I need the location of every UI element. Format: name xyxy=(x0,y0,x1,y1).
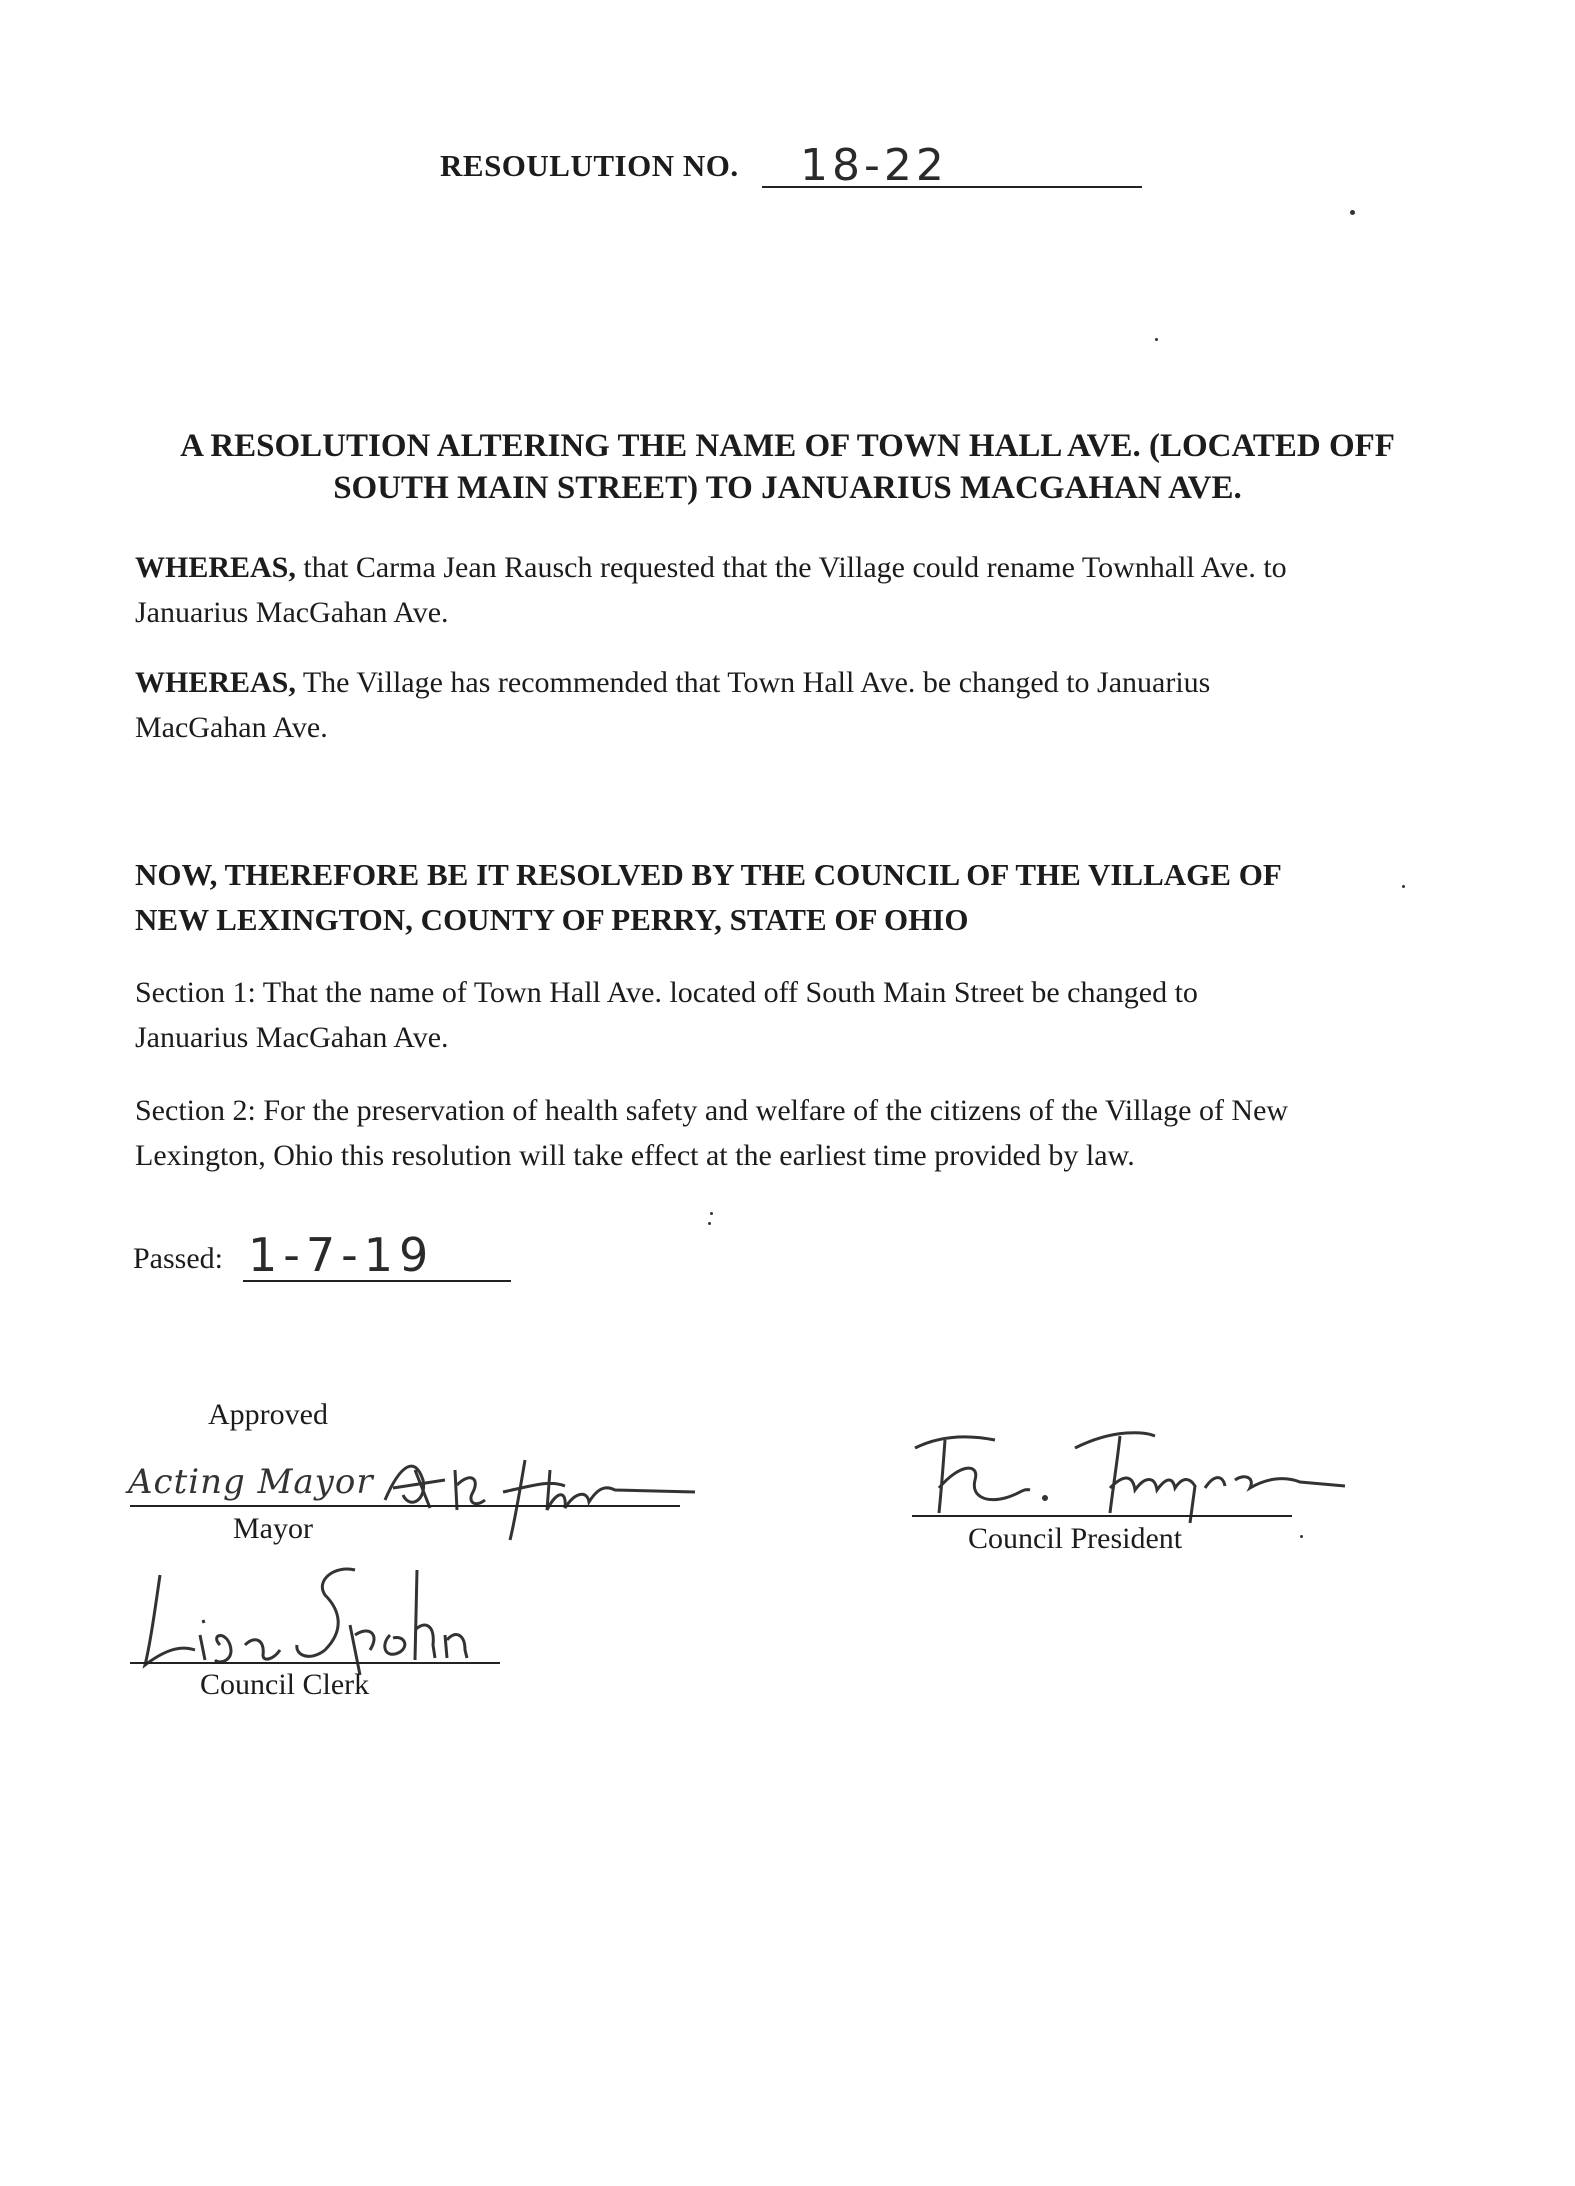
resolution-title-line-1: A RESOLUTION ALTERING THE NAME OF TOWN HALL AVE. (LOCATED OFF xyxy=(180,428,1395,464)
section-text: Section 1: That the name of Town Hall Ave. located off South Main Street be changed to xyxy=(135,976,1198,1009)
scan-speck xyxy=(708,1222,711,1225)
scan-speck xyxy=(1350,210,1355,215)
resolution-title-line-2: SOUTH MAIN STREET) TO JANUARIUS MACGAHAN AVE. xyxy=(333,470,1242,506)
council-clerk-label: Council Clerk xyxy=(200,1668,370,1701)
whereas-keyword: WHEREAS, xyxy=(135,666,296,699)
scan-speck xyxy=(710,1212,713,1215)
scan-speck xyxy=(1300,1535,1303,1538)
section-text: Januarius MacGahan Ave. xyxy=(135,1021,449,1054)
whereas-text: The Village has recommended that Town Hall Ave. be changed to Januarius xyxy=(295,666,1211,699)
resolved-heading-line-2: NEW LEXINGTON, COUNTY OF PERRY, STATE OF OHIO xyxy=(135,902,969,937)
resolved-heading xyxy=(135,852,1435,942)
resolved-heading-line-1: NOW, THEREFORE BE IT RESOLVED BY THE COUNCIL OF THE VILLAGE OF xyxy=(135,857,1282,892)
section-1 xyxy=(135,970,1455,1060)
mayor-signature xyxy=(375,1430,715,1550)
council-president-signature-line xyxy=(912,1515,1292,1517)
section-2 xyxy=(135,1088,1455,1178)
resolution-number-handwritten: 18-22 xyxy=(800,140,948,191)
whereas-text: Januarius MacGahan Ave. xyxy=(135,596,449,629)
whereas-clause-1 xyxy=(135,545,1455,635)
whereas-clause-2 xyxy=(135,660,1455,750)
council-clerk-signature xyxy=(125,1550,485,1680)
passed-label: Passed: xyxy=(133,1242,223,1275)
whereas-text: that Carma Jean Rausch requested that the Village could rename Townhall Ave. to xyxy=(295,551,1287,584)
whereas-keyword: WHEREAS, xyxy=(135,551,296,584)
resolution-number-label: RESOULUTION NO. xyxy=(440,148,739,183)
section-text: Lexington, Ohio this resolution will take effect at the earliest time provided by law. xyxy=(135,1139,1135,1172)
mayor-label: Mayor xyxy=(233,1512,313,1545)
passed-date-handwritten: 1-7-19 xyxy=(248,1228,435,1282)
scan-speck xyxy=(1402,885,1405,888)
acting-mayor-handwritten-note: Acting Mayor xyxy=(128,1462,374,1502)
scan-speck xyxy=(1155,338,1158,341)
section-text: Section 2: For the preservation of health safety and welfare of the citizens of the Village of New xyxy=(135,1094,1289,1127)
approved-label: Approved xyxy=(208,1398,328,1431)
council-president-label: Council President xyxy=(968,1522,1183,1555)
mayor-signature-line xyxy=(130,1505,680,1507)
whereas-text: MacGahan Ave. xyxy=(135,711,328,744)
council-clerk-signature-line xyxy=(130,1662,500,1664)
council-president-signature xyxy=(905,1418,1355,1528)
